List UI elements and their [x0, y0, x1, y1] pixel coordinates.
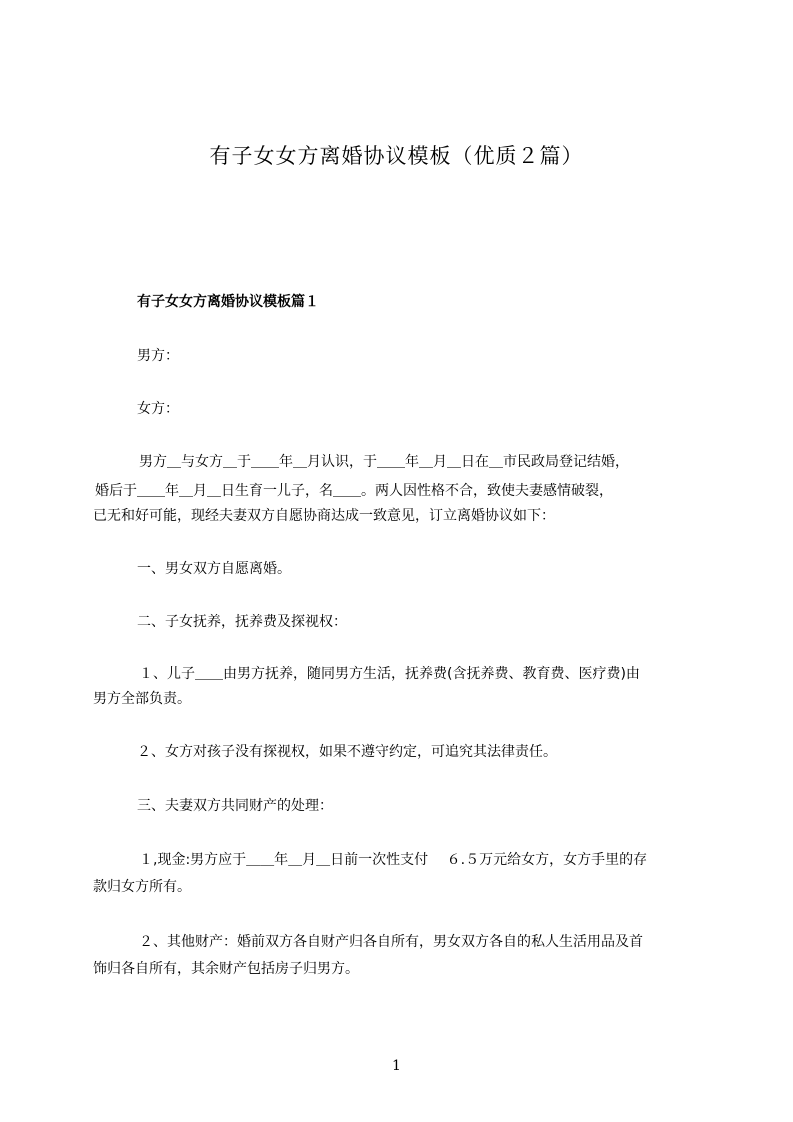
section-heading: 有子女女方离婚协议模板篇１ — [137, 294, 319, 310]
clause-3-item-2-line-2: 饰归各自所有，其余财产包括房子归男方。 — [93, 961, 359, 977]
clause-3-item-2-line-1: ２、其他财产：婚前双方各自财产归各自所有，男女双方各自的私人生活用品及首 — [139, 934, 643, 950]
male-party-label: 男方： — [137, 348, 179, 364]
clause-2-item-1-line-2: 男方全部负责。 — [93, 691, 191, 707]
document-title: 有子女女方离婚协议模板（优质２篇） — [209, 144, 584, 168]
clause-1: 一、男女双方自愿离婚。 — [137, 561, 291, 577]
female-party-label: 女方： — [137, 401, 179, 417]
clause-3-item-1-line-1: １,现金:男方应于＿＿年＿月＿日前一次性支付 ６.５万元给女方，女方手里的存 — [139, 852, 648, 868]
clause-3-item-1-line-2: 款归女方所有。 — [93, 879, 191, 895]
clause-3: 三、夫妻双方共同财产的处理： — [137, 798, 333, 814]
intro-line-2: 婚后于＿＿年＿月＿日生育一儿子，名＿＿。两人因性格不合，致使夫妻感情破裂， — [95, 483, 613, 499]
page-number: 1 — [392, 1058, 401, 1074]
clause-2: 二、子女抚养，抚养费及探视权： — [137, 614, 347, 630]
intro-line-1: 男方＿与女方＿于＿＿年＿月认识，于＿＿年＿月＿日在＿市民政局登记结婚， — [139, 454, 629, 470]
clause-2-item-1-line-1: １、儿子＿＿由男方抚养，随同男方生活，抚养费(含抚养费、教育费、医疗费)由 — [139, 666, 640, 682]
intro-line-3: 已无和好可能，现经夫妻双方自愿协商达成一致意见，订立离婚协议如下： — [93, 508, 555, 524]
clause-2-item-2: ２、女方对孩子没有探视权，如果不遵守约定，可追究其法律责任。 — [137, 744, 557, 760]
